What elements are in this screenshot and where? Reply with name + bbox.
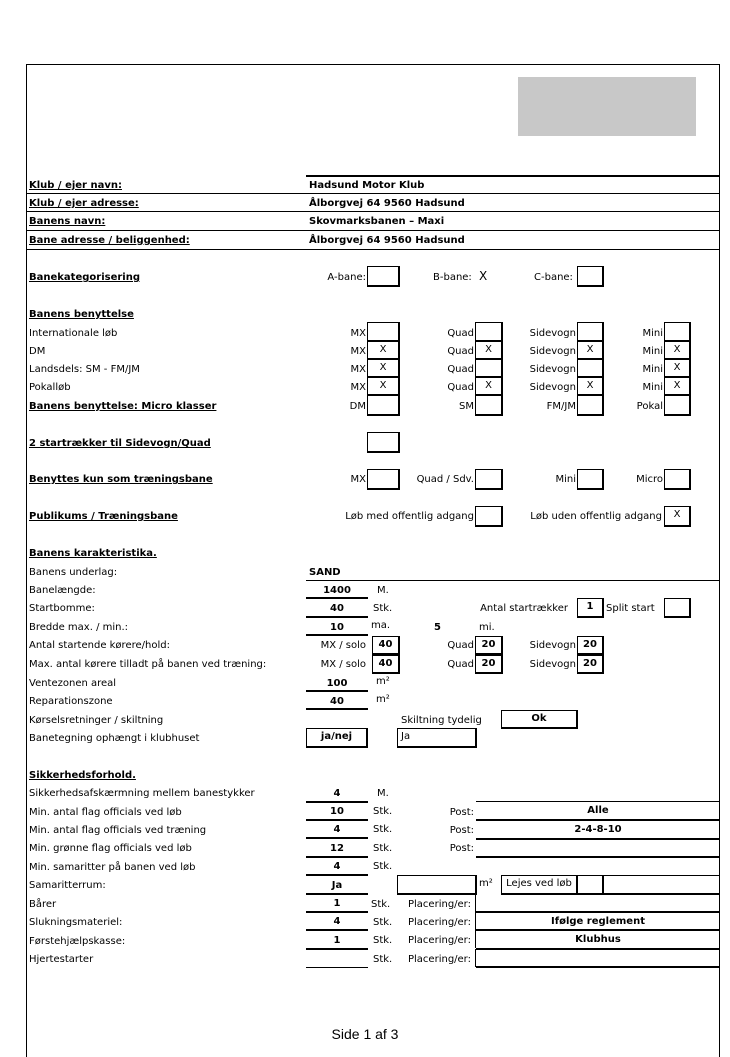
micro-sm-label: SM	[459, 401, 474, 412]
training-mini-box[interactable]	[577, 469, 604, 490]
length-value: 1400	[323, 585, 351, 596]
col-quad: Quad	[447, 346, 474, 357]
wait-label: Ventezonen areal	[29, 678, 117, 689]
usage-side-box[interactable]: X	[577, 341, 604, 360]
category-label: Banekategorisering	[29, 272, 140, 283]
usage-row-label: DM	[29, 346, 46, 357]
green-flag-unit: Stk.	[373, 843, 393, 854]
club-address: Ålborgvej 64 9560 Hadsund	[309, 198, 465, 209]
divider	[26, 230, 720, 231]
a-bane-label: A-bane:	[327, 272, 366, 283]
riders-quad-label: Quad	[447, 640, 474, 651]
surface-value: SAND	[309, 567, 341, 578]
screen-label: Sikkerhedsafskærmning mellem banestykker	[29, 788, 255, 799]
flag-train-post: 2-4-8-10	[574, 824, 622, 835]
col-mx: MX	[350, 364, 366, 375]
flag-train-post-label: Post:	[449, 825, 474, 836]
stretcher-unit: Stk.	[371, 899, 391, 910]
green-flag-value: 12	[330, 843, 344, 854]
extinguish-place: Ifølge reglement	[551, 916, 645, 927]
underline	[306, 893, 368, 895]
usage-mx-box[interactable]	[367, 322, 400, 342]
underline	[306, 597, 368, 599]
page-footer: Side 1 af 3	[331, 1026, 399, 1042]
samaritan-label: Min. samaritter på banen ved løb	[29, 862, 196, 873]
c-bane-box[interactable]	[577, 266, 604, 287]
map-hint: ja/nej	[306, 728, 368, 748]
usage-side-box[interactable]	[577, 359, 604, 378]
col-mx: MX	[350, 328, 366, 339]
stretcher-label: Bårer	[29, 899, 57, 910]
sign-box[interactable]: Ok	[501, 710, 578, 729]
map-label: Banetegning ophængt i klubhuset	[29, 733, 200, 744]
usage-mx-box[interactable]: X	[367, 341, 400, 360]
firstaid-value: 1	[333, 935, 341, 946]
green-flag-label: Min. grønne flag officials ved løb	[29, 843, 192, 854]
usage-row-label: Pokalløb	[29, 382, 71, 393]
safety-heading: Sikkerhedsforhold.	[29, 770, 136, 781]
club-address-label: Klub / ejer adresse:	[29, 198, 139, 209]
club-name: Hadsund Motor Klub	[309, 180, 425, 191]
max-side-box[interactable]: 20	[577, 655, 604, 674]
training-mini-label: Mini	[555, 474, 576, 485]
underline	[306, 911, 368, 913]
flag-train-label: Min. antal flag officials ved træning	[29, 825, 207, 836]
micro-label: Banens benyttelse: Micro klasser	[29, 401, 217, 412]
col-mx: MX	[350, 382, 366, 393]
usage-mini-box[interactable]: X	[664, 377, 691, 396]
firstaid-place-label: Placering/er:	[408, 935, 471, 946]
divider	[476, 966, 720, 968]
micro-fmjm-label: FM/JM	[546, 401, 576, 412]
samroom-rent-box: Lejes ved løb	[501, 875, 578, 895]
defib-label: Hjertestarter	[29, 954, 94, 965]
b-bane-label: B-bane:	[433, 272, 472, 283]
firstaid-place: Klubhus	[575, 934, 621, 945]
samroom-rent-checkbox[interactable]	[577, 875, 604, 895]
firstaid-unit: Stk.	[373, 935, 393, 946]
max-side-label: Sidevogn	[529, 659, 576, 670]
defib-place-label: Placering/er:	[408, 954, 471, 965]
divider	[306, 580, 720, 581]
underline	[306, 708, 368, 710]
flag-race-value: 10	[330, 806, 344, 817]
startrows-sidecar-box[interactable]	[367, 432, 400, 453]
divider	[476, 856, 720, 858]
col-mini: Mini	[642, 346, 663, 357]
divider	[26, 211, 720, 212]
flag-race-label: Min. antal flag officials ved løb	[29, 807, 182, 818]
training-micro-label: Micro	[636, 474, 663, 485]
repair-value: 40	[330, 696, 344, 707]
divider	[476, 801, 720, 802]
split-label: Split start	[606, 603, 655, 614]
gates-label: Startbomme:	[29, 603, 95, 614]
width-min-unit: mi.	[479, 622, 495, 633]
surface-label: Banens underlag:	[29, 567, 118, 578]
track-name: Skovmarksbanen – Maxi	[309, 216, 445, 227]
flag-race-unit: Stk.	[373, 806, 393, 817]
length-label: Banelængde:	[29, 585, 96, 596]
divider	[26, 249, 720, 250]
max-quad-label: Quad	[447, 659, 474, 670]
underline	[306, 856, 368, 858]
usage-mini-box[interactable]: X	[664, 359, 691, 378]
divider	[475, 894, 476, 912]
usage-mx-box[interactable]: X	[367, 359, 400, 378]
a-bane-box[interactable]	[367, 266, 400, 287]
samaritan-unit: Stk.	[373, 861, 393, 872]
public-with-box[interactable]	[475, 506, 503, 527]
col-mini: Mini	[642, 328, 663, 339]
usage-quad-box[interactable]: X	[475, 377, 503, 396]
width-label: Bredde max. / min.:	[29, 622, 129, 633]
underline	[306, 948, 368, 950]
riders-quad-box[interactable]: 20	[475, 636, 503, 655]
divider	[26, 193, 720, 194]
underline	[306, 634, 368, 636]
micro-pokal-label: Pokal	[636, 401, 663, 412]
max-mx-label: MX / solo	[320, 659, 366, 670]
underline	[306, 929, 368, 931]
samaritan-value: 4	[333, 861, 341, 872]
flag-race-post: Alle	[587, 805, 609, 816]
underline	[306, 801, 368, 803]
divider	[604, 893, 720, 895]
b-bane-value: X	[479, 269, 488, 283]
c-bane-label: C-bane:	[534, 272, 573, 283]
max-quad-box[interactable]: 20	[475, 655, 503, 674]
firstaid-label: Førstehjælpskasse:	[29, 936, 126, 947]
samroom-value: Ja	[331, 880, 343, 891]
divider	[476, 911, 720, 913]
public-without-box[interactable]: X	[664, 506, 691, 527]
width-max-unit: ma.	[371, 620, 391, 631]
screen-value: 4	[333, 788, 341, 799]
col-sidevogn: Sidevogn	[529, 346, 576, 357]
training-quad-label: Quad / Sdv.	[416, 474, 474, 485]
underline	[306, 819, 368, 821]
micro-dm-label: DM	[349, 401, 366, 412]
max-riders-label: Max. antal kørere tilladt på banen ved træning:	[29, 659, 267, 670]
usage-mini-box[interactable]	[664, 322, 691, 342]
startrows-label: Antal startrækker	[480, 603, 568, 614]
public-label: Publikums / Træningsbane	[29, 511, 178, 522]
divider	[475, 949, 476, 967]
samroom-label: Samaritterrum:	[29, 880, 106, 891]
repair-unit: m²	[376, 694, 390, 705]
characteristics-heading: Banens karakteristika.	[29, 548, 157, 559]
screen-unit: M.	[377, 788, 389, 799]
col-sidevogn: Sidevogn	[529, 328, 576, 339]
divider	[604, 875, 720, 876]
usage-row-label: Landsdels: SM - FM/JM	[29, 364, 140, 375]
training-label: Benyttes kun som træningsbane	[29, 474, 213, 485]
col-quad: Quad	[447, 382, 474, 393]
startrows-box[interactable]: 1	[577, 598, 604, 618]
col-quad: Quad	[447, 328, 474, 339]
usage-quad-box[interactable]	[475, 359, 503, 378]
stretcher-value: 1	[333, 898, 341, 909]
extinguish-place-label: Placering/er:	[408, 917, 471, 928]
riders-side-label: Sidevogn	[529, 640, 576, 651]
usage-side-box[interactable]	[577, 322, 604, 342]
gates-unit: Stk.	[373, 603, 393, 614]
track-address-label: Bane adresse / beliggenhed:	[29, 235, 190, 246]
usage-mx-box[interactable]: X	[367, 377, 400, 396]
col-quad: Quad	[447, 364, 474, 375]
underline	[306, 967, 368, 968]
usage-side-box[interactable]: X	[577, 377, 604, 396]
public-with-label: Løb med offentlig adgang	[345, 511, 474, 522]
underline	[306, 690, 368, 692]
flag-race-post-label: Post:	[449, 807, 474, 818]
sign-label: Skiltning tydelig	[401, 715, 482, 726]
underline	[306, 837, 368, 839]
stretcher-place-label: Placering/er:	[408, 899, 471, 910]
underline	[306, 616, 368, 618]
training-quad-box[interactable]	[475, 469, 503, 490]
defib-unit: Stk.	[373, 954, 393, 965]
col-sidevogn: Sidevogn	[529, 364, 576, 375]
usage-heading: Banens benyttelse	[29, 309, 134, 320]
club-name-label: Klub / ejer navn:	[29, 180, 122, 191]
green-post-label: Post:	[449, 843, 474, 854]
training-mx-label: MX	[350, 474, 366, 485]
divider	[476, 929, 720, 931]
riders-label: Antal startende kørere/hold:	[29, 640, 170, 651]
micro-dm-box[interactable]	[367, 395, 400, 416]
track-name-label: Banens navn:	[29, 216, 106, 227]
col-mx: MX	[350, 346, 366, 357]
micro-sm-box[interactable]	[475, 395, 503, 416]
riders-mx-box[interactable]: 40	[372, 636, 400, 655]
track-address: Ålborgvej 64 9560 Hadsund	[309, 235, 465, 246]
startrows-sidecar-label: 2 startrækker til Sidevogn/Quad	[29, 438, 211, 449]
riders-mx-label: MX / solo	[320, 640, 366, 651]
col-mini: Mini	[642, 382, 663, 393]
training-micro-box[interactable]	[664, 469, 691, 490]
width-max: 10	[330, 622, 344, 633]
extinguish-unit: Stk.	[373, 917, 393, 928]
col-sidevogn: Sidevogn	[529, 382, 576, 393]
map-value[interactable]: Ja	[397, 728, 477, 748]
underline	[306, 874, 368, 876]
flag-train-unit: Stk.	[373, 824, 393, 835]
length-unit: M.	[377, 585, 389, 596]
direction-label: Kørselsretninger / skiltning	[29, 715, 164, 726]
divider	[306, 175, 720, 177]
usage-quad-box[interactable]: X	[475, 341, 503, 360]
repair-label: Reparationszone	[29, 696, 113, 707]
usage-row-label: Internationale løb	[29, 328, 118, 339]
divider	[476, 838, 720, 840]
public-without-label: Løb uden offentlig adgang	[530, 511, 662, 522]
usage-quad-box[interactable]	[475, 322, 503, 342]
logo-placeholder	[518, 77, 696, 136]
max-mx-box[interactable]: 40	[372, 655, 400, 674]
width-min: 5	[434, 622, 441, 633]
extinguish-value: 4	[333, 916, 341, 927]
wait-unit: m²	[376, 676, 390, 687]
micro-fmjm-box[interactable]	[577, 395, 604, 416]
split-box[interactable]	[664, 598, 691, 618]
divider	[476, 948, 720, 950]
samroom-area-unit: m²	[479, 878, 493, 889]
usage-mini-box[interactable]: X	[664, 341, 691, 360]
riders-side-box[interactable]: 20	[577, 636, 604, 655]
flag-train-value: 4	[333, 824, 341, 835]
gates-value: 40	[330, 603, 344, 614]
extinguish-label: Slukningsmateriel:	[29, 917, 123, 928]
divider	[476, 819, 720, 821]
wait-value: 100	[326, 678, 348, 689]
micro-pokal-box[interactable]	[664, 395, 691, 416]
samroom-area-box[interactable]	[397, 875, 477, 895]
col-mini: Mini	[642, 364, 663, 375]
training-mx-box[interactable]	[367, 469, 400, 490]
